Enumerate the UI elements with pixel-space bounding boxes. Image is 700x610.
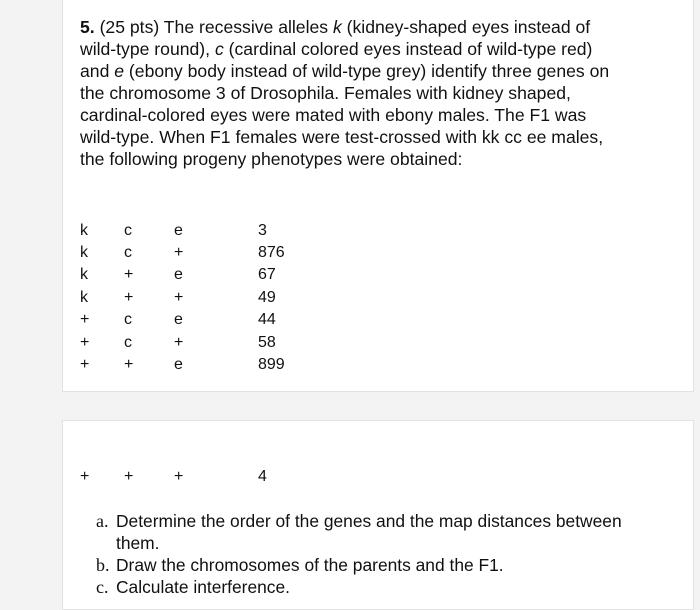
progeny-gene-k: + — [80, 334, 90, 351]
problem-text-e: (ebony body instead of wild-type grey) identify three genes on the chromosome 3 of Drosophila. Females with kidney shaped, cardinal-colored eyes were mated with ebony males. The F1 was wild-type. When F1 females were test-crossed with kk cc ee males, the following progeny phenotypes were obtained: — [80, 61, 610, 169]
progeny-count: 49 — [258, 289, 276, 306]
question-text: Draw the chromosomes of the parents and the F1. — [116, 555, 504, 575]
progeny-count: 44 — [258, 311, 276, 328]
progeny-gene-c: c — [124, 222, 132, 239]
progeny-gene-c: c — [124, 311, 132, 328]
question-letter: a. — [96, 511, 109, 531]
progeny-gene-k: + — [80, 311, 90, 328]
progeny-count: 67 — [258, 266, 276, 283]
progeny-gene-e: + — [174, 468, 184, 485]
progeny-gene-c: + — [124, 289, 134, 306]
problem-text-c: (cardinal colored eyes instead of wild-type red) and — [80, 39, 593, 81]
allele-e: e — [114, 61, 125, 81]
progeny-gene-k: + — [80, 468, 90, 485]
question-text: Calculate interference. — [116, 577, 290, 597]
progeny-gene-c: + — [124, 266, 134, 283]
problem-number: 5. — [80, 17, 95, 37]
progeny-count: 3 — [258, 222, 267, 239]
progeny-gene-e: e — [174, 222, 183, 239]
progeny-gene-c: + — [124, 468, 134, 485]
question-item — [96, 510, 656, 554]
progeny-gene-k: k — [80, 266, 88, 283]
allele-k: k — [332, 17, 342, 37]
problem-text-intro: (25 pts) The recessive alleles — [99, 17, 333, 37]
question-item — [96, 554, 656, 576]
progeny-gene-c: + — [124, 356, 134, 373]
progeny-gene-k: k — [80, 222, 88, 239]
question-list — [96, 510, 656, 598]
question-text: Determine the order of the genes and the map distances between them. — [116, 511, 622, 553]
question-letter: b. — [96, 555, 110, 575]
progeny-gene-e: + — [174, 334, 184, 351]
progeny-gene-e: e — [174, 311, 183, 328]
allele-c: c — [214, 39, 224, 59]
progeny-gene-e: e — [174, 266, 183, 283]
progeny-count: 899 — [258, 356, 285, 373]
progeny-gene-c: c — [124, 334, 132, 351]
progeny-count: 4 — [258, 468, 267, 485]
question-letter: c. — [96, 577, 109, 597]
progeny-gene-e: + — [174, 244, 184, 261]
progeny-gene-k: k — [80, 289, 88, 306]
progeny-gene-e: + — [174, 289, 184, 306]
progeny-gene-e: e — [174, 356, 183, 373]
question-item — [96, 576, 656, 598]
progeny-count: 58 — [258, 334, 276, 351]
progeny-gene-k: + — [80, 356, 90, 373]
problem-text-k: (kidney-shaped eyes instead of wild-type round), — [80, 17, 591, 59]
progeny-gene-c: c — [124, 244, 132, 261]
progeny-count: 876 — [258, 244, 285, 261]
progeny-gene-k: k — [80, 244, 88, 261]
